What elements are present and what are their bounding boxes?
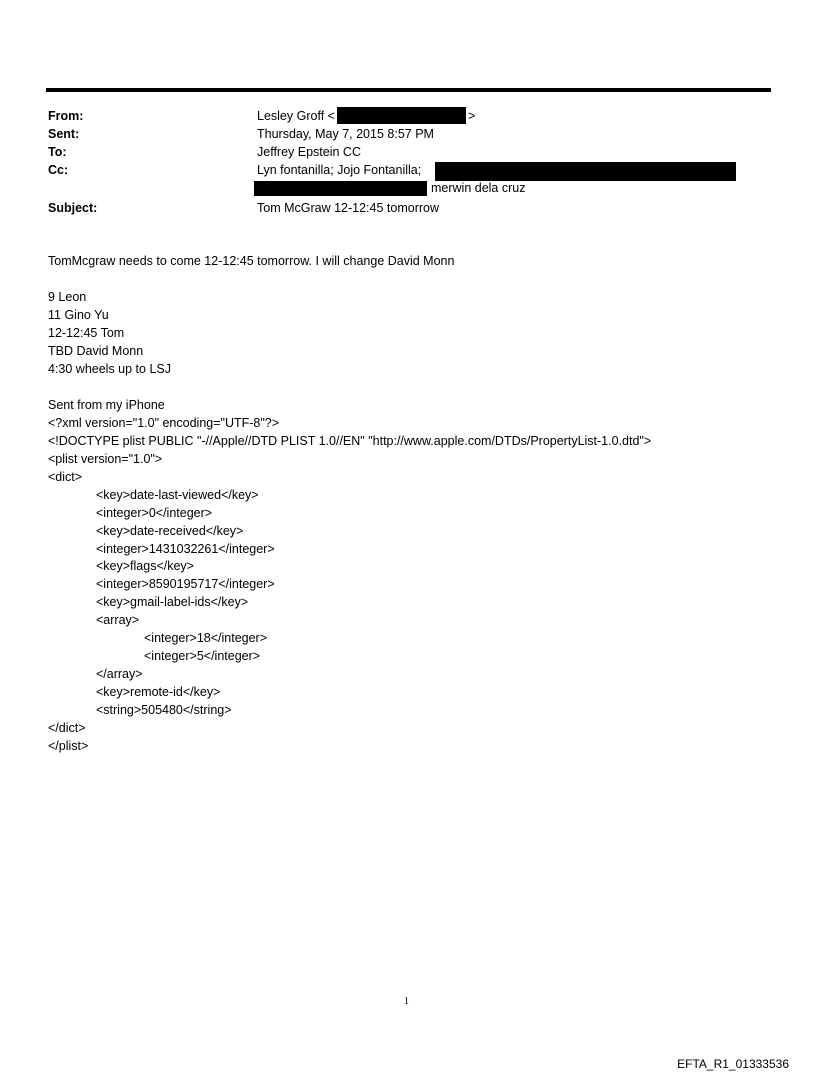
redaction-bar (254, 181, 427, 196)
body-intro: TomMcgraw needs to come 12-12:45 tomorrow. I will change David Monn (48, 254, 455, 268)
plist-line: <key>date-last-viewed</key> (96, 488, 259, 502)
schedule-item: 4:30 wheels up to LSJ (48, 362, 171, 376)
plist-line: <string>505480</string> (96, 703, 232, 717)
sent-label: Sent: (48, 127, 80, 141)
from-value: Lesley Groff < (257, 109, 335, 123)
plist-line: <integer>0</integer> (96, 506, 213, 520)
page-number: 1 (404, 996, 409, 1007)
plist-line: <!DOCTYPE plist PUBLIC "-//Apple//DTD PLIST 1.0//EN" "http://www.apple.com/DTDs/PropertyList-1.0.dtd"> (48, 434, 652, 448)
plist-line: <array> (96, 613, 140, 627)
header-rule (46, 88, 771, 92)
subject-value: Tom McGraw 12-12:45 tomorrow (257, 201, 440, 215)
redaction-bar (435, 162, 736, 181)
plist-line: <key>gmail-label-ids</key> (96, 595, 249, 609)
from-label: From: (48, 109, 84, 123)
from-close-bracket: > (468, 109, 476, 123)
plist-line: <key>date-received</key> (96, 524, 244, 538)
plist-line: <integer>5</integer> (144, 649, 261, 663)
plist-line: <integer>8590195717</integer> (96, 577, 275, 591)
plist-line: </dict> (48, 721, 86, 735)
plist-line: </array> (96, 667, 143, 681)
plist-line: </plist> (48, 739, 89, 753)
sent-value: Thursday, May 7, 2015 8:57 PM (257, 127, 434, 141)
plist-line: <key>flags</key> (96, 559, 194, 573)
schedule-item: 11 Gino Yu (48, 308, 109, 322)
schedule-item: 12-12:45 Tom (48, 326, 125, 340)
redaction-bar (337, 107, 466, 124)
plist-line: <plist version="1.0"> (48, 452, 163, 466)
plist-line: <integer>18</integer> (144, 631, 268, 645)
document-id: EFTA_R1_01333536 (677, 1057, 789, 1071)
schedule-item: 9 Leon (48, 290, 87, 304)
plist-line: <dict> (48, 470, 83, 484)
cc-value-line1: Lyn fontanilla; Jojo Fontanilla; (257, 163, 422, 177)
cc-value-line2: merwin dela cruz (431, 181, 526, 195)
to-value: Jeffrey Epstein CC (257, 145, 361, 159)
plist-line: <integer>1431032261</integer> (96, 542, 275, 556)
cc-label: Cc: (48, 163, 69, 177)
schedule-item: TBD David Monn (48, 344, 144, 358)
to-label: To: (48, 145, 67, 159)
subject-label: Subject: (48, 201, 98, 215)
plist-line: <key>remote-id</key> (96, 685, 221, 699)
plist-line: <?xml version="1.0" encoding="UTF-8"?> (48, 416, 280, 430)
signature-line: Sent from my iPhone (48, 398, 165, 412)
